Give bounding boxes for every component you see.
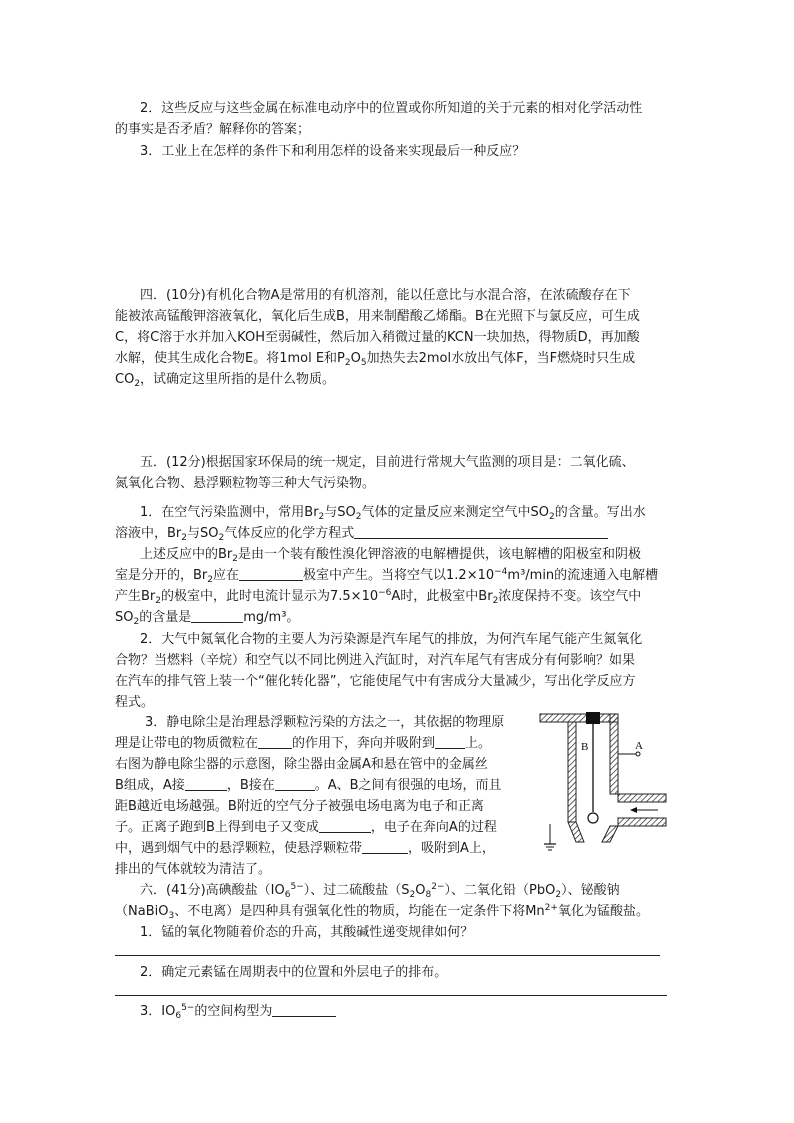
section-5-intro-line1: 五．(12分)根据国家环保局的统一规定，目前进行常规大气监测的项目是：二氧化硫、 [140,455,635,470]
section-4-line5: $CO_2$，试确定这里所指的是什么物质。 [115,372,336,389]
target-blank[interactable] [435,734,465,749]
question-6-2: 2．确定元素锰在周期表中的位置和外层电子的排布。 [140,965,448,980]
section-5-intro-line2: 氮氧化合物、悬浮颗粒物等三种大气污染物。 [115,476,376,491]
section-4-line2: 能被浓高锰酸钾溶液氧化，氧化后生成B，用来制醋酸乙烯酯。B在光照下与氯反应，可生成 [115,309,640,324]
force-blank[interactable] [258,734,292,749]
charge-blank[interactable] [362,839,408,854]
question-5-1-line5: 产生$Br_2$的极室中，此时电流计显示为$7.5\times 10^{-6}A$时，此极室中$Br_2$浓度保持不变。该空气中 [115,588,642,606]
question-5-1-line6: $SO_2$的含量是 mg/m³。 [115,610,300,627]
electrode-blank[interactable] [239,566,303,581]
question-5-3-line7: 中，遇到烟气中的悬浮颗粒，使悬浮颗粒带 ，吸附到A上， [115,841,495,856]
a-connect-blank[interactable] [185,776,227,791]
funnel-left [568,822,584,842]
question-5-1-line1: 1．在空气污染监测中，常用$Br_2$与$SO_2$气体的定量反应来测定空气中$SO_2$的含量。写出水 [140,505,646,522]
question-6-3: 3．$IO_6^{5-}$的空间构型为 [140,1001,336,1022]
geometry-blank[interactable] [272,1002,336,1017]
question-5-2-line3: 在汽车的排气管上装一个“催化转化器”，它能使尾气中有害成分大量减少，写出化学反应方 [115,674,636,689]
section-6-intro-line2: （NaBiO$_3$、不电离）是四种具有强氧化性的物质，均能在一定条件下将$Mn^{2+}$氧化为锰酸盐。 [115,903,649,921]
left-wall [568,722,576,822]
right-wall-upper [610,714,618,794]
b-connect-blank[interactable] [275,776,315,791]
outlet-upper-wall [618,794,666,802]
question-5-3-line1: 3．静电除尘是治理悬浮颗粒污染的方法之一，其依据的物理原 [145,715,505,730]
question-3-3: 3．工业上在怎样的条件下和利用怎样的设备来实现最后一种反应？ [140,144,526,159]
question-5-2-line2: 合物？当燃料（辛烷）和空气以不同比例进入汽缸时，对汽车尾气有害成分有何影响？如果 [115,653,636,668]
label-b: B [581,741,589,753]
question-3-2-line2: 的事实是否矛盾？解释你的答案； [115,122,311,137]
question-6-1: 1．锰的氧化物随着价态的升高，其酸碱性递变规律如何？ [140,925,474,940]
question-5-2-line1: 2．大气中氮氧化合物的主要人为污染源是汽车尾气的排放，为何汽车尾气能产生氮氧化 [140,632,643,647]
terminal-a [636,752,640,756]
question-5-3-line2: 理是让带电的物质微粒在 的作用下，奔向并吸附到 上。 [115,736,492,751]
answer-line-6-1[interactable] [115,955,660,956]
question-5-1-line4: 室是分开的，$Br_2$应在 极室中产生。当将空气以$1.2\times 10^{-4}m^3/\min$的流速通入电解槽 [115,567,659,585]
outlet-lower-wall [618,818,666,826]
question-5-1-line3: 上述反应中的$Br_2$是由一个装有酸性溴化钾溶液的电解槽提供，该电解槽的阳极室和阴极 [140,547,642,564]
electrostatic-precipitator-diagram [538,706,668,856]
question-3-2-line1: 2．这些反应与这些金属在标准电动序中的位置或你所知道的关于元素的相对化学活动性 [140,101,643,116]
question-5-2-line4: 程式。 [115,695,155,710]
content-blank[interactable] [191,608,243,623]
answer-line-6-2[interactable] [115,995,667,996]
equation-blank[interactable] [354,524,608,539]
question-5-3-line5: 距B越近电场越强。B附近的空气分子被强电场电离为电子和正离 [115,799,484,814]
label-a: A [635,740,643,752]
question-5-3-line3: 右图为静电除尘器的示意图，除尘器由金属A和悬在管中的金属丝 [115,757,488,772]
question-5-1-line2: 溶液中，$Br_2$与$SO_2$气体反应的化学方程式 [115,523,608,544]
insulator-block [586,712,600,724]
question-5-3-line6: 子。正离子跑到B上得到电子又变成 ，电子在奔向A的过程 [115,820,497,835]
top-wall [540,714,618,722]
section-6-intro-line1: 六．(41分)高碘酸盐$(IO_6^{5-})$、过二硫酸盐$(S_2O_8^{2-})$、二氧化铅（PbO$_2$）、铋酸钠 [140,882,620,900]
funnel-right [602,826,618,842]
section-4-line1: 四．(10分)有机化合物A是常用的有机溶剂，能以任意比与水混合溶，在浓硫酸存在下 [140,288,631,303]
molecule-blank[interactable] [319,818,371,833]
question-5-3-line8: 排出的气体就较为清洁了。 [115,862,272,877]
section-4-line4: 水解，使其生成化合物E。将1mol E和$P_2O_5$加热失去2mol水放出气体F，当F燃烧时只生成 [115,351,636,368]
section-4-line3: C，将C溶于水并加入KOH至弱碱性，然后加入稍微过量的KCN一块加热，得物质D，再加酸 [115,330,640,345]
question-5-3-line4: B组成，A接 ，B接在 。A、B之间有很强的电场，而且 [115,778,502,793]
wire-weight [588,813,598,823]
